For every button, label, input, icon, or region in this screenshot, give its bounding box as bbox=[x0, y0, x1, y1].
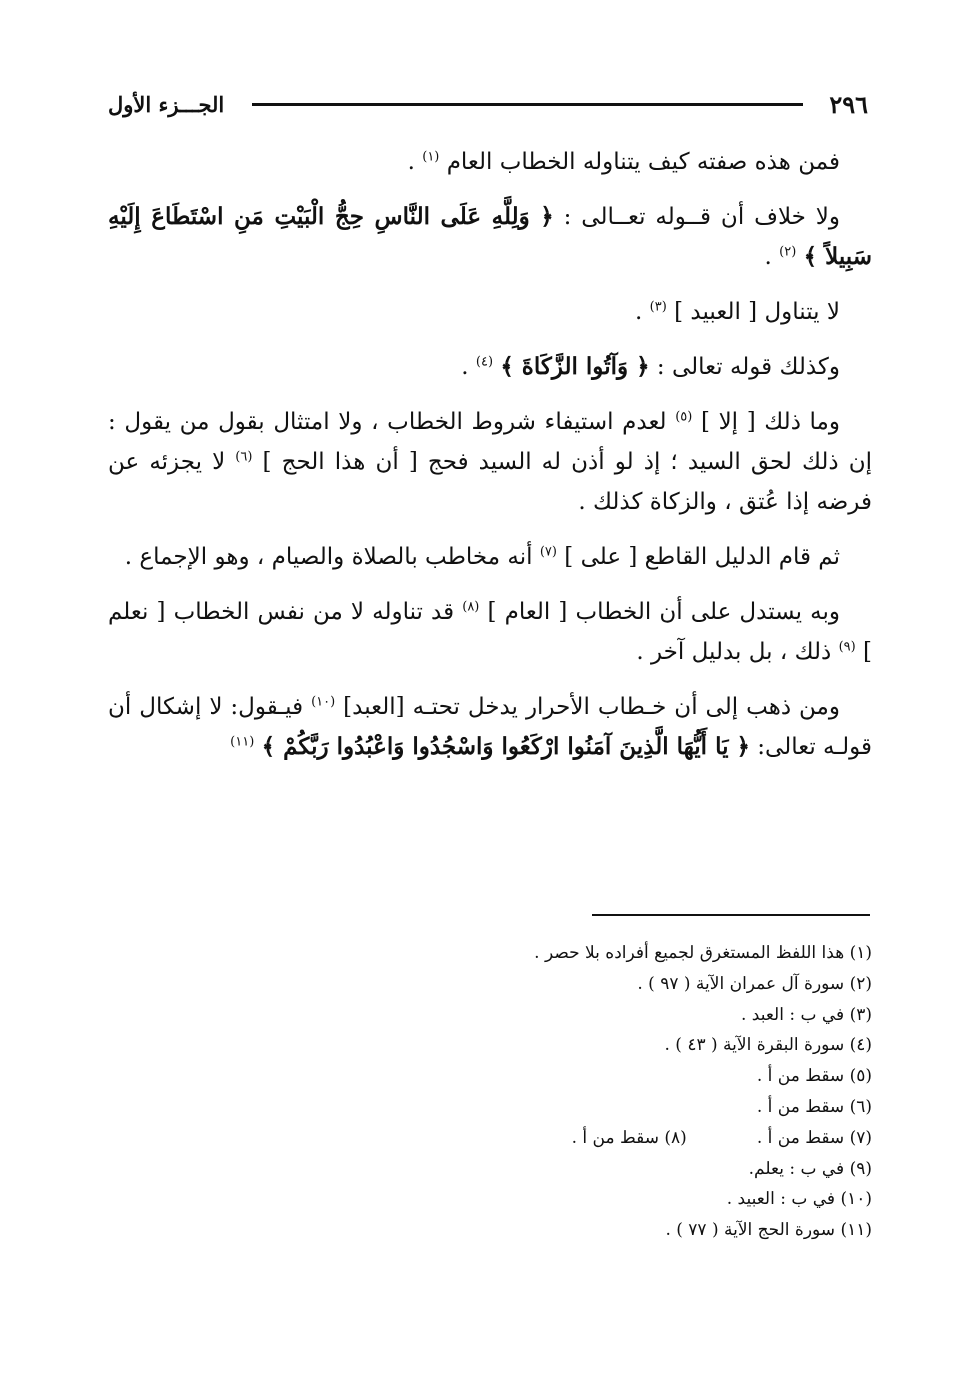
footnote-ref: (١١) bbox=[230, 734, 255, 750]
footnote-item: (٧) سقط من أ .(٨) سقط من أ . bbox=[372, 1123, 872, 1154]
footnote-item-inline: (٨) سقط من أ . bbox=[571, 1127, 687, 1148]
body-text bbox=[108, 142, 872, 782]
footnotes bbox=[372, 938, 872, 1246]
page-number: ٢٩٦ bbox=[829, 89, 868, 119]
footnote-ref: (١) bbox=[422, 149, 440, 165]
footnote-ref: (٧) bbox=[539, 544, 557, 560]
footnote-item: (٩) في ب : يعلم. bbox=[748, 1158, 872, 1179]
footnote-item: (١١) سورة الحج الآية ( ٧٧ ) . bbox=[665, 1220, 872, 1241]
footnote-item: (٢) سورة آل عمران الآية ( ٩٧ ) . bbox=[637, 973, 872, 994]
paragraph: ولا خلاف أن قــوله تعــالى : ﴿ وَلِلَّهِ عَلَى النَّاسِ حِجُّ الْبَيْتِ مَنِ اسْتَطَاعَ إِلَيْهِ سَبِيلاً ﴾ $^{(٢)}$ . bbox=[108, 203, 872, 270]
quran-verse: ﴿ وَآتُوا الزَّكَاةَ ﴾ bbox=[500, 353, 650, 380]
footnote-ref: (٣) bbox=[649, 299, 667, 315]
paragraph: فمن هذه صفته كيف يتناوله الخطاب العام $^{(١)}$ . bbox=[407, 149, 840, 175]
footnote-ref: (٦) bbox=[235, 449, 253, 465]
page-header bbox=[108, 84, 868, 124]
footnote-ref: (٥) bbox=[675, 409, 693, 425]
footnote-item: (٦) سقط من أ . bbox=[756, 1096, 872, 1117]
paragraph: وكذلك قوله تعالى : ﴿ وَآتُوا الزَّكَاةَ ﴾ $^{(٤)}$ . bbox=[461, 353, 840, 380]
footnote-separator bbox=[592, 914, 870, 916]
footnote-ref: (٨) bbox=[462, 599, 480, 615]
footnote-ref: (٩) bbox=[838, 639, 856, 655]
footnote-item: (١٠) في ب : العبيد . bbox=[726, 1189, 872, 1210]
footnote-item: (٤) سورة البقرة الآية ( ٤٣ ) . bbox=[664, 1035, 872, 1056]
footnote-item: (١) هذا اللفظ المستغرق لجميع أفراده بلا حصر . bbox=[534, 943, 872, 963]
part-title: الجـــزء الأول bbox=[108, 91, 225, 117]
header-rule bbox=[252, 103, 803, 106]
quran-verse: ﴿ وَلِلَّهِ عَلَى النَّاسِ حِجُّ الْبَيْتِ مَنِ اسْتَطَاعَ إِلَيْهِ سَبِيلاً ﴾ bbox=[108, 203, 872, 270]
paragraph: ومن ذهب إلى أن خـطاب الأحرار يدخل تحتـه [العبد] $^{(١٠)}$ فيـقول: لا إشكال أن قولـه تعالى: ﴿ يَا أَيُّهَا الَّذِينَ آمَنُوا ارْكَعُوا وَاسْجُدُوا وَاعْبُدُوا رَبَّكُمْ ﴾ $^{(١١)}$ bbox=[108, 694, 872, 760]
paragraph: وما ذلك [ إلا ] $^{(٥)}$ لعدم استيفاء شروط الخطاب ، ولا امتثال بقول من يقول : إن ذلك لحق السيد ؛ إذ لو أذن له السيد فحج [ أن هذا الحج ] $^{(٦)}$ لا يجزئه عن فرضه إذا عُتق ، والزكاة كذلك . bbox=[108, 409, 872, 515]
paragraph: وبه يستدل على أن الخطاب [ العام ] $^{(٨)}$ قد تناوله لا من نفس الخطاب [ نعلم ] $^{(٩)}$ ذلك ، بل بدليل آخر . bbox=[108, 599, 872, 665]
footnote-item: (٣) في ب : العبد . bbox=[740, 1004, 872, 1025]
footnote-ref: (١٠) bbox=[311, 694, 336, 710]
paragraph: ثم قام الدليل القاطع [ على ] $^{(٧)}$ أنه مخاطب بالصلاة والصيام ، وهو الإجماع . bbox=[124, 544, 840, 570]
footnote-item: (٥) سقط من أ . bbox=[756, 1066, 872, 1087]
footnote-ref: (٢) bbox=[779, 244, 797, 260]
quran-verse: ﴿ يَا أَيُّهَا الَّذِينَ آمَنُوا ارْكَعُوا وَاسْجُدُوا وَاعْبُدُوا رَبَّكُمْ ﴾ bbox=[261, 733, 750, 760]
paragraph: لا يتناول [ العبيد ] $^{(٣)}$ . bbox=[635, 299, 840, 325]
footnote-ref: (٤) bbox=[475, 354, 494, 370]
